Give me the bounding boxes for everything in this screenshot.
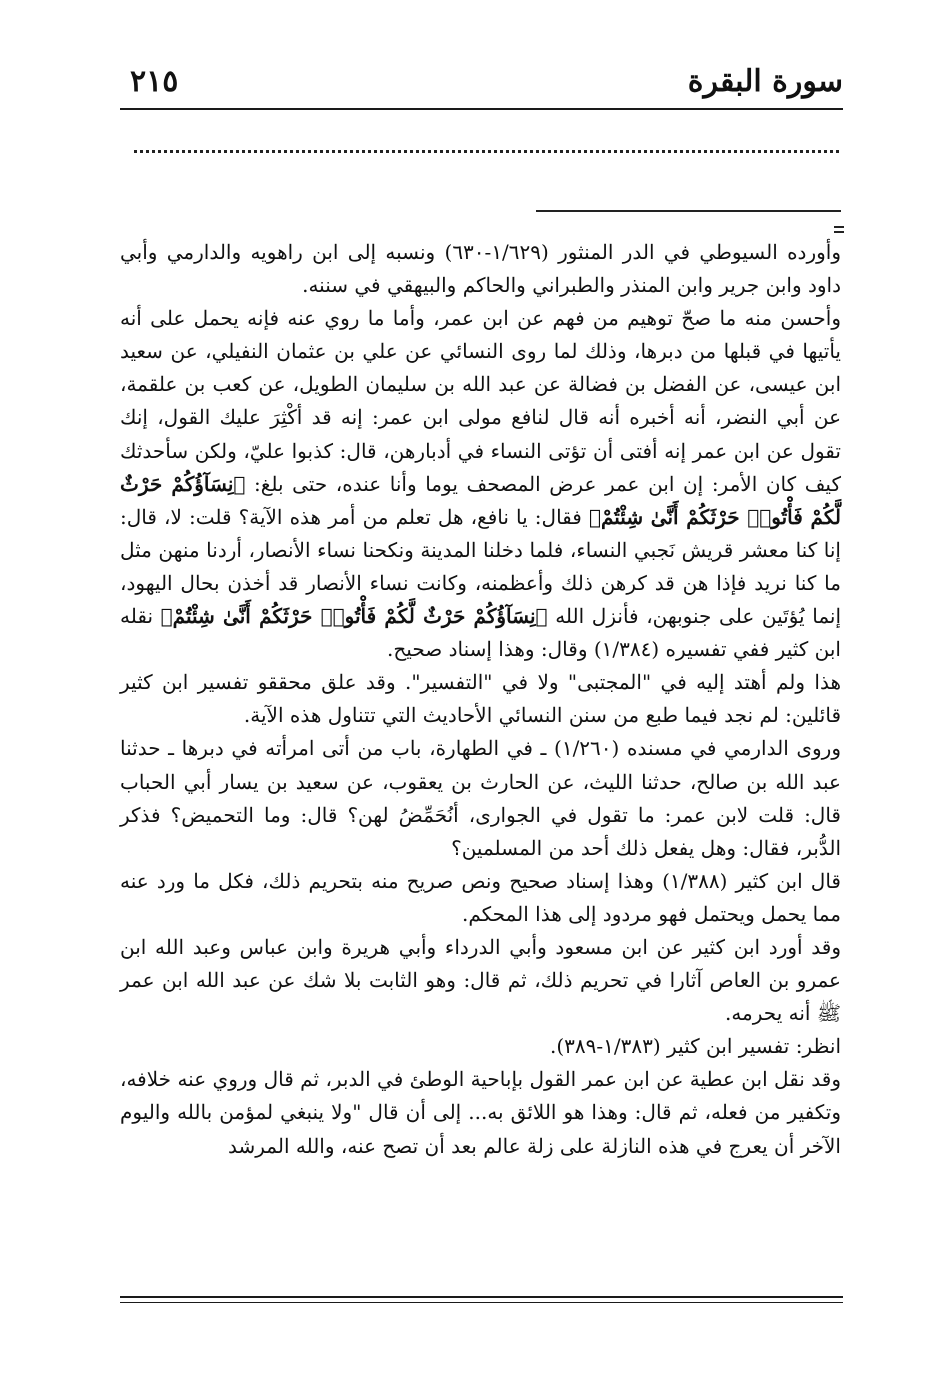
footnote-body <box>120 236 841 1163</box>
footnote-paragraph: انظر: تفسير ابن كثير (١/٣٨٣-٣٨٩). <box>550 1034 841 1059</box>
quran-verse: ﴿نِسَآؤُكُمْ حَرْثٌ لَّكُمْ فَأْتُوا۟ حَرْثَكُمْ أَنَّىٰ شِئْتُمْ﴾ <box>120 471 841 529</box>
footnote-paragraph: قال ابن كثير (١/٣٨٨) وهذا إسناد صحيح ونص صريح منه بتحريم ذلك، فكل ما ورد عنه مما يحمل ويحتمل فهو مردود إلى هذا المحكم. <box>120 868 841 926</box>
page-number: ٢١٥ <box>130 64 179 99</box>
footnote-paragraph: وقد أورد ابن كثير عن ابن مسعود وأبي الدرداء وأبي هريرة وابن عباس وعبد الله ابن عمرو بن العاص آثارا في تحريم ذلك، ثم قال: وهو الثابت بلا شك عن عبد الله ابن عمر ﷺ أنه يحرمه. <box>120 934 841 1026</box>
footnote-text: فقال: يا نافع، هل تعلم من أمر هذه الآية؟ قلت: لا، قال: إنا كنا معشر قريش نَجبي النساء، فلما دخلنا المدينة ونكحنا نساء الأنصار، أردنا منهن مثل ما كنا نريد فإذا هن قد كرهن ذلك وأعظمنه، وكانت نساء الأنصار قد أخذن بحال اليهود، إنما يُؤتَين على جنوبهن، فأنزل الله <box>120 504 842 629</box>
surah-title: سورة البقرة <box>687 64 843 99</box>
footnote-separator <box>536 210 841 212</box>
footnote-paragraph: وقد نقل ابن عطية عن ابن عمر القول بإباحية الوطئ في الدبر، ثم قال وروي عنه خلافه، وتكفير من فعله، ثم قال: وهذا هو اللائق به... إلى أن قال "ولا ينبغي لمؤمن بالله واليوم الآخر أن يعرج في هذه النازلة على زلة عالم بعد أن تصح عنه، والله المرشد <box>120 1067 841 1158</box>
page-header <box>120 62 843 102</box>
footnote-text: وأحسن منه ما صحّ توهيم من فهم عن ابن عمر، وأما ما روي عنه فإنه يحمل على أنه يأتيها في قبلها من دبرها، وذلك لما روى النسائي عن علي بن عثمان النفيلي، عن سعيد ابن عيسى، عن الفضل بن فضالة عن عبد الله بن سليمان الطويل، عن كعب بن علقمة، عن أبي النضر، أنه أخبره أنه قال لنافع مولى ابن عمر: إنه قد أكْثِرَ عليك القول، إنك تقول عن ابن عمر إنه أفتى أن تؤتى النساء في أدبارهن، قال: كذبوا عليّ، ولكن سأحدثك كيف كان الأمر: إن ابن عمر عرض المصحف يوما وأنا عنده، حتى بلغ: <box>120 306 842 496</box>
quran-verse: ﴿نِسَآؤُكُمْ حَرْثٌ لَّكُمْ فَأْتُوا۟ حَرْثَكُمْ أَنَّىٰ شِئْتُمْ﴾ <box>160 604 548 629</box>
footnote-marker <box>834 226 844 236</box>
footnote-paragraph: وأورده السيوطي في الدر المنثور (١/٦٢٩-٦٣٠) ونسبه إلى ابن راهويه والدارمي وأبي داود وابن جرير وابن المنذر والطبراني والحاكم والبيهقي في سننه. <box>120 240 841 298</box>
footnote-paragraph <box>120 302 841 666</box>
header-rule <box>120 108 843 110</box>
bottom-rule <box>120 1302 843 1303</box>
dotted-separator <box>134 150 839 153</box>
footnote-text: نقله ابن كثير ففي تفسيره (١/٣٨٤) وقال: وهذا إسناد صحيح. <box>120 604 841 662</box>
bottom-rule <box>120 1296 843 1298</box>
footnote-paragraph: هذا ولم أهتد إليه في "المجتبى" ولا في "التفسير". وقد علق محققو تفسير ابن كثير قائلين: لم نجد فيما طبع من سنن النسائي الأحاديث التي تتناول هذه الآية. <box>120 670 841 728</box>
footnote-paragraph: وروى الدارمي في مسنده (١/٢٦٠) ـ في الطهارة، باب من أتى امرأته في دبرها ـ حدثنا عبد الله بن صالح، حدثنا الليث، عن الحارث بن يعقوب، عن سعيد بن يسار أبي الحباب قال: قلت لابن عمر: ما تقول في الجوارى، أنُحَمِّضُ لهن؟ قال: وما التحميض؟ فذكر الدُّبر، فقال: وهل يفعل ذلك أحد من المسلمين؟ <box>120 736 841 860</box>
